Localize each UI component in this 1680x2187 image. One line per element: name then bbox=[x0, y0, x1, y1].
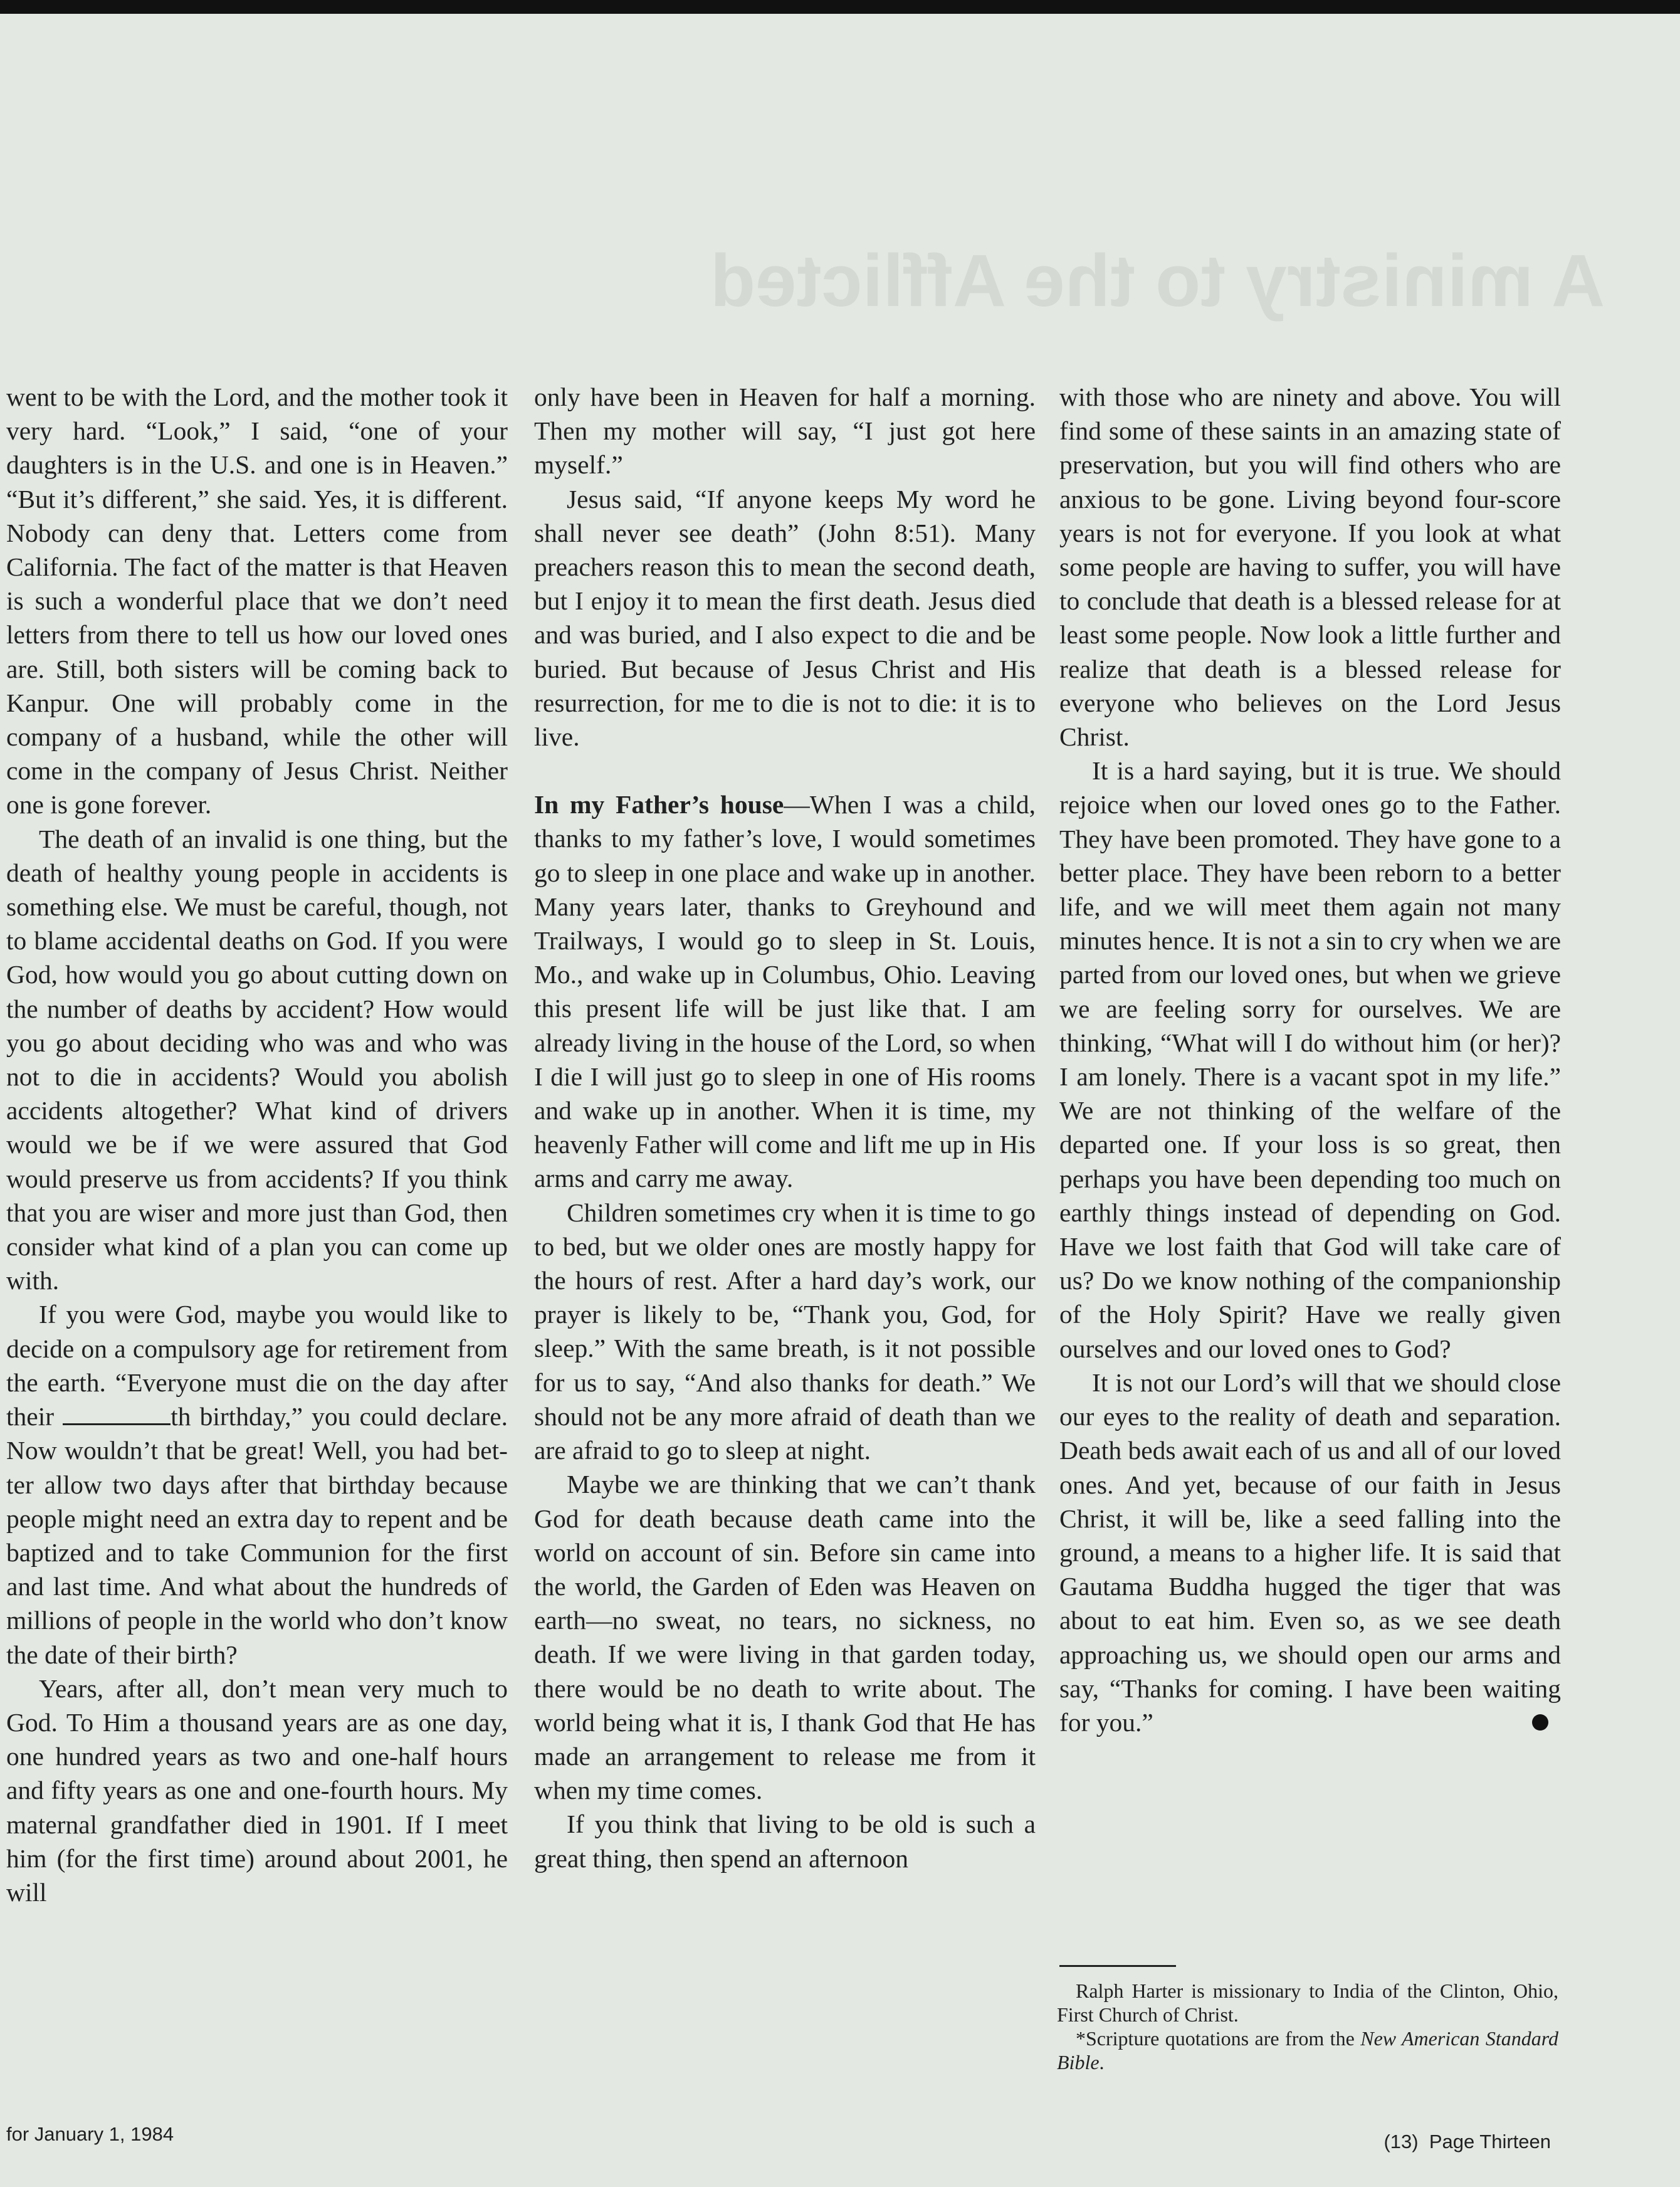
paragraph-text: th birthday,” you could declare. Now wouldn’t that be great! Well, you had better allow two days after that birthday because people might need an extra day to repent and be baptized and to take Communion for the first and last time. And what about the hundreds of millions of people in the world who don’t know the date of their birth? bbox=[6, 1402, 508, 1669]
paragraph: The death of an invalid is one thing, but the death of healthy young people in accidents is something else. We must be careful, though, not to blame accidental deaths on God. If you were God, how would you go about cutting down on the number of deaths by accident? How would you go about deciding who was and who was not to die in accidents? Would you abolish accidents altogether? What kind of drivers would we be if we were assured that God would preserve us from accidents? If you think that you are wiser and more just than God, then consider what kind of a plan you can come up with. bbox=[6, 824, 508, 1295]
paragraph bbox=[534, 788, 1036, 1195]
article-column-3 bbox=[1059, 380, 1561, 1739]
footnotes bbox=[1057, 1979, 1558, 2074]
paragraph: Maybe we are thinking that we can’t thank God for death because death came into the world on account of sin. Before sin came into the world, the Garden of Eden was Heaven on earth—no sweat, no tears, no sickness, no death. If we were living in that garden today, there would be no death to write about. The world being what it is, I thank God that He has made an arrangement to release me from it when my time comes. bbox=[534, 1470, 1036, 1805]
paragraph bbox=[1059, 1366, 1561, 1739]
paragraph: It is a hard saying, but it is true. We should rejoice when our loved ones go to the Father. They have been promoted. They have gone to a better place. They have been reborn to a better life, and we will meet them again not many minutes hence. It is not a sin to cry when we are parted from our loved ones, but when we grieve we are feeling sorry for ourselves. We are thinking, “What will I do without him (or her)? I am lonely. There is a vacant spot in my life.” We are not thinking of the welfare of the departed one. If your loss is so great, then perhaps you have been depending too much on earthly things instead of depending on God. Have we lost faith that God will take care of us? Do we know nothing of the companionship of the Holy Spirit? Have we really given ourselves and our loved ones to God? bbox=[1059, 756, 1561, 1363]
paragraph: If you think that living to be old is such a great thing, then spend an afternoon bbox=[534, 1810, 1036, 1873]
issue-date-footer: for January 1, 1984 bbox=[6, 2123, 174, 2145]
show-through-title: A ministry to the Afflicted bbox=[710, 240, 1605, 322]
scripture-source-title: New American Standard Bible bbox=[1057, 2027, 1559, 2074]
end-of-article-bullet-icon bbox=[1532, 1714, 1548, 1731]
paragraph: Children sometimes cry when it is time to go to bed, but we older ones are mostly happy for the hours of rest. After a hard day’s work, our prayer is likely to be, “Thank you, God, for sleep.” With the same breath, is it not possible for us to say, “And also thanks for death.” We should not be any more afraid of death than we are afraid to go to sleep at night. bbox=[534, 1198, 1036, 1465]
paragraph-text: If you were God, maybe you would like to decide on a compulsory age for retirement from the earth. “Everyone must die on the day after their bbox=[6, 1300, 508, 1431]
paragraph: Years, after all, don’t mean very much to God. To Him a thousand years are as one day, one hundred years as two and one-half hours and fifty years as one and one-fourth hours. My maternal grandfather died in 1901. If I meet him (for the first time) around about 2001, he will bbox=[6, 1673, 508, 1907]
page-number-footer: (13) Page Thirteen bbox=[1383, 2131, 1551, 2153]
article-column-1 bbox=[6, 380, 508, 1909]
paragraph: with those who are ninety and above. You will find some of these saints in an amazing state of preservation, but you will find others who are anxious to be gone. Living beyond four-score years is not for everyone. If you look at what some people are having to suffer, you will have to conclude that death is a blessed release for at least some people. Now look a little further and realize that death is a blessed release for everyone who believes on the Lord Jesus Christ. bbox=[1059, 382, 1561, 752]
footnote-divider bbox=[1059, 1965, 1176, 1967]
paragraph-text: It is not our Lord’s will that we should close our eyes to the reality of death and separation. Death beds await each of us and all of our loved ones. And yet, because of our faith in Jesus Christ, it will be, like a seed falling into the ground, a means to a higher life. It is said that Gautama Buddha hugged the tiger that was about to eat him. Even so, as we see death approaching us, we should open our arms and say, “Thanks for coming. I have been waiting for you.” bbox=[1059, 1368, 1561, 1737]
scripture-note bbox=[1057, 2026, 1558, 2074]
scripture-note-text: *Scripture quotations are from the bbox=[1076, 2027, 1361, 2050]
section-subhead: In my Father’s house bbox=[534, 790, 784, 819]
article-column-2 bbox=[534, 380, 1036, 1875]
author-note: Ralph Harter is missionary to India of the Clinton, Ohio, First Church of Christ. bbox=[1057, 1979, 1558, 2026]
scan-top-edge bbox=[0, 0, 1680, 14]
scripture-note-end: . bbox=[1099, 2051, 1105, 2074]
paragraph bbox=[6, 1297, 508, 1671]
paragraph: Jesus said, “If anyone keeps My word he shall never see death” (John 8:51). Many preachers reason this to mean the second death, but I enjoy it to mean the first death. Jesus died and was buried, and I also expect to die and be buried. But because of Jesus Christ and His resurrection, for me to die is not to die: it is to live. bbox=[534, 484, 1036, 752]
paragraph: went to be with the Lord, and the mother took it very hard. “Look,” I said, “one of your daughters is in the U.S. and one is in Heaven.” “But it’s different,” she said. Yes, it is different. Nobody can deny that. Letters come from California. The fact of the matter is that Heaven is such a wonderful place that we don’t need letters from there to tell us how our loved ones are. Still, both sisters will be coming back to Kanpur. One will probably come in the company of a husband, while the other will come in the company of Jesus Christ. Neither one is gone forever. bbox=[6, 382, 508, 819]
paragraph-text: —When I was a child, thanks to my father’s love, I would sometimes go to sleep in one place and wake up in another. Many years later, thanks to Greyhound and Trailways, I would go to sleep in St. Louis, Mo., and wake up in Columbus, Ohio. Leaving this present life will be just like that. I am already living in the house of the Lord, so when I die I will just go to sleep in one of His rooms and wake up in another. When it is time, my heavenly Father will come and lift me up in His arms and carry me away. bbox=[534, 790, 1036, 1193]
fill-in-blank bbox=[63, 1421, 171, 1425]
paragraph: only have been in Heaven for half a morning. Then my mother will say, “I just got here myself.” bbox=[534, 382, 1036, 480]
